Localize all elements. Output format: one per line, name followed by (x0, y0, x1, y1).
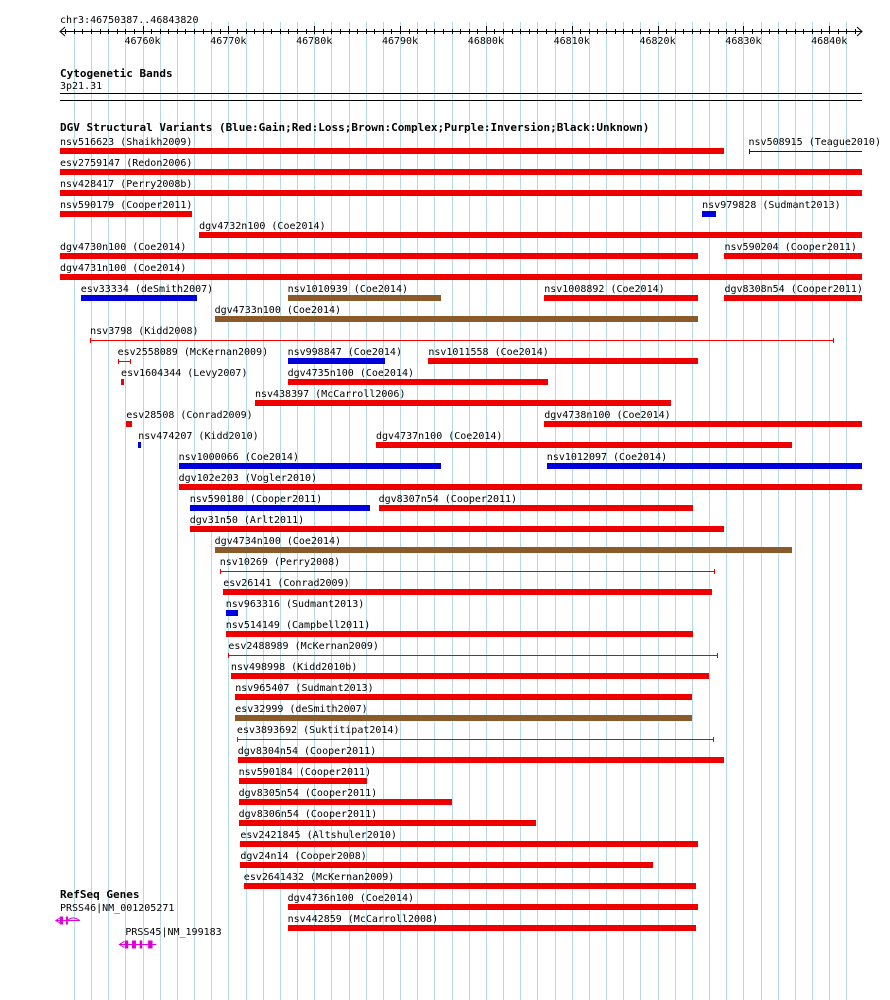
variant-bar[interactable] (60, 169, 862, 175)
variant-label: nsv1010939 (Coe2014) (287, 284, 408, 295)
variant-range-part (833, 338, 834, 343)
variant-label: nsv590184 (Cooper2011) (238, 767, 372, 778)
gene-label: PRSS46|NM_001205271 (60, 903, 175, 914)
variant-label: dgv4732n100 (Coe2014) (199, 221, 326, 232)
variant-bar[interactable] (235, 715, 692, 721)
variant-label: dgv4738n100 (Coe2014) (544, 410, 671, 421)
variant-range-part (220, 571, 715, 572)
variant-range-part (237, 739, 714, 740)
gene-exon (132, 941, 136, 949)
variant-bar[interactable] (240, 862, 653, 868)
variant-label: esv26141 (Conrad2009) (223, 578, 350, 589)
variant-label: esv28508 (Conrad2009) (126, 410, 253, 421)
variant-label: dgv8306n54 (Cooper2011) (238, 809, 378, 820)
variant-bar[interactable] (547, 463, 862, 469)
variant-label: nsv474207 (Kidd2010) (138, 431, 259, 442)
variant-bar[interactable] (215, 547, 793, 553)
variant-bar[interactable] (376, 442, 792, 448)
cytoband-label: 3p21.31 (60, 81, 103, 92)
variant-label: dgv24n14 (Cooper2008) (240, 851, 367, 862)
ruler-tick-label: 46760k (124, 36, 161, 47)
variant-bar[interactable] (379, 505, 693, 511)
variant-label: dgv4733n100 (Coe2014) (214, 305, 342, 316)
variant-label: nsv590179 (Cooper2011) (60, 200, 193, 211)
variant-label: nsv998847 (Coe2014) (287, 347, 402, 358)
ruler-tick-label: 46790k (381, 36, 419, 47)
variant-label: dgv4735n100 (Coe2014) (287, 368, 415, 379)
variant-label: esv2488989 (McKernan2009) (228, 641, 379, 652)
variant-bar[interactable] (121, 379, 124, 385)
variant-label: nsv3798 (Kidd2008) (90, 326, 199, 337)
variant-label: esv3893692 (Suktitipat2014) (236, 725, 400, 736)
ruler-tick-label: 46840k (811, 36, 848, 47)
variant-label: dgv8308n54 (Cooper2011) (724, 284, 863, 295)
variant-range[interactable] (90, 338, 834, 343)
gene-model[interactable] (0, 938, 890, 952)
ruler-tick-label: 46820k (639, 36, 676, 47)
variant-bar[interactable] (288, 379, 548, 385)
variant-label: nsv1011558 (Coe2014) (428, 347, 549, 358)
variant-label: nsv590204 (Cooper2011) (724, 242, 857, 253)
variant-bar[interactable] (239, 778, 368, 784)
variant-bar[interactable] (223, 589, 711, 595)
variant-range-part (717, 653, 718, 658)
variant-label: nsv1012097 (Coe2014) (546, 452, 668, 463)
variant-label: nsv442859 (McCarroll2008) (287, 914, 439, 925)
variant-range-part (749, 151, 862, 152)
variant-range-part (749, 149, 750, 154)
variant-label: nsv428417 (Perry2008b) (60, 179, 193, 190)
variant-bar[interactable] (179, 484, 862, 490)
ruler-tick-label: 46770k (210, 36, 247, 47)
variant-bar[interactable] (428, 358, 698, 364)
variant-range-part (228, 653, 229, 658)
cytoband-line (60, 100, 862, 101)
variant-range-part (118, 361, 132, 362)
variant-range-part (130, 359, 131, 364)
variant-label: nsv498998 (Kidd2010b) (230, 662, 358, 673)
variant-label: nsv979828 (Sudmant2013) (702, 200, 841, 211)
gene-exon (148, 941, 152, 949)
variant-label: nsv963316 (Sudmant2013) (225, 599, 365, 610)
variant-bar[interactable] (60, 190, 862, 196)
variant-range[interactable] (118, 359, 132, 364)
variant-label: nsv590180 (Cooper2011) (189, 494, 323, 505)
variant-label: esv33334 (deSmith2007) (80, 284, 214, 295)
variant-range-part (220, 569, 221, 574)
variant-bar[interactable] (544, 421, 862, 427)
variant-bar[interactable] (244, 883, 696, 889)
gene-exon (66, 917, 68, 925)
variant-bar[interactable] (238, 757, 725, 763)
variant-label: nsv516623 (Shaikh2009) (60, 137, 193, 148)
variant-range[interactable] (220, 569, 715, 574)
variant-label: nsv1008892 (Coe2014) (544, 284, 665, 295)
variant-bar[interactable] (190, 526, 725, 532)
variant-range-part (90, 338, 91, 343)
variant-bar[interactable] (60, 148, 724, 154)
variant-label: nsv438397 (McCarroll2006) (254, 389, 406, 400)
variant-label: nsv10269 (Perry2008) (219, 557, 341, 568)
variant-label: nsv1000066 (Coe2014) (178, 452, 299, 463)
variant-bar[interactable] (724, 295, 862, 301)
ruler-tick-label: 46830k (725, 36, 762, 47)
variant-bar[interactable] (60, 253, 698, 259)
ruler-tick-label: 46780k (296, 36, 333, 47)
variant-label: dgv102e203 (Vogler2010) (178, 473, 318, 484)
gene-label: PRSS45|NM_199183 (125, 927, 222, 938)
variant-label: nsv514149 (Campbell2011) (225, 620, 371, 631)
variant-bar[interactable] (126, 421, 132, 427)
variant-label: esv2641432 (McKernan2009) (243, 872, 395, 883)
variant-bar[interactable] (226, 610, 238, 616)
gene-exon (60, 917, 63, 925)
variant-label: esv2759147 (Redon2006) (60, 158, 193, 169)
variant-bar[interactable] (288, 295, 442, 301)
variant-bar[interactable] (288, 358, 386, 364)
variant-bar[interactable] (60, 274, 862, 280)
ruler-tick-label: 46800k (467, 36, 504, 47)
variant-bar[interactable] (255, 400, 671, 406)
variant-label: dgv8305n54 (Cooper2011) (238, 788, 378, 799)
variant-range[interactable] (228, 653, 717, 658)
variant-label: esv2421845 (Altshuler2010) (240, 830, 397, 841)
variant-label: esv1604344 (Levy2007) (121, 368, 248, 379)
variant-bar[interactable] (179, 463, 442, 469)
variant-range-part (714, 569, 715, 574)
cytoband-track-title[interactable]: Cytogenetic Bands (60, 67, 173, 80)
cytoband-line (60, 93, 862, 94)
ruler-axis (0, 20, 890, 70)
variant-label: dgv4731n100 (Coe2014) (60, 263, 187, 274)
variant-label: dgv4730n100 (Coe2014) (60, 242, 187, 253)
variant-label: dgv8307n54 (Cooper2011) (378, 494, 518, 505)
variant-bar[interactable] (215, 316, 698, 322)
gene-model[interactable] (0, 914, 890, 928)
dgv-track-title[interactable]: DGV Structural Variants (Blue:Gain;Red:Loss;Brown:Complex;Purple:Inversion;Black:Unknown) (60, 121, 650, 134)
variant-range[interactable] (749, 149, 862, 154)
variant-label: dgv4734n100 (Coe2014) (214, 536, 342, 547)
ruler-tick-label: 46810k (553, 36, 590, 47)
variant-bar[interactable] (226, 631, 693, 637)
variant-range-part (713, 737, 714, 742)
variant-bar[interactable] (231, 673, 709, 679)
variant-range-part (118, 359, 119, 364)
variant-range-part (90, 340, 834, 341)
variant-bar[interactable] (288, 904, 698, 910)
variant-bar[interactable] (199, 232, 862, 238)
variant-bar[interactable] (235, 694, 692, 700)
variant-label: nsv965407 (Sudmant2013) (235, 683, 374, 694)
ruler-position: chr3:46750387..46843820 (60, 15, 199, 26)
variant-bar[interactable] (60, 211, 192, 217)
variant-range-part (237, 737, 238, 742)
variant-range[interactable] (237, 737, 714, 742)
refseq-track-title[interactable]: RefSeq Genes (60, 888, 140, 901)
variant-bar[interactable] (239, 799, 452, 805)
variant-bar[interactable] (190, 505, 370, 511)
variant-label: dgv4736n100 (Coe2014) (287, 893, 415, 904)
gene-exon (125, 941, 128, 949)
variant-bar[interactable] (81, 295, 198, 301)
variant-bar[interactable] (239, 820, 537, 826)
variant-label: dgv8304n54 (Cooper2011) (237, 746, 377, 757)
variant-bar[interactable] (702, 211, 716, 217)
variant-bar[interactable] (138, 442, 141, 448)
variant-label: dgv4737n100 (Coe2014) (375, 431, 503, 442)
variant-range-part (228, 655, 717, 656)
variant-bar[interactable] (724, 253, 862, 259)
variant-label: esv2558089 (McKernan2009) (117, 347, 269, 358)
variant-label: esv32999 (deSmith2007) (235, 704, 368, 715)
gene-exon (140, 941, 143, 949)
variant-bar[interactable] (240, 841, 698, 847)
variant-bar[interactable] (544, 295, 698, 301)
variant-label: dgv31n50 (Arlt2011) (189, 515, 305, 526)
variant-label: nsv508915 (Teague2010) (748, 137, 881, 148)
